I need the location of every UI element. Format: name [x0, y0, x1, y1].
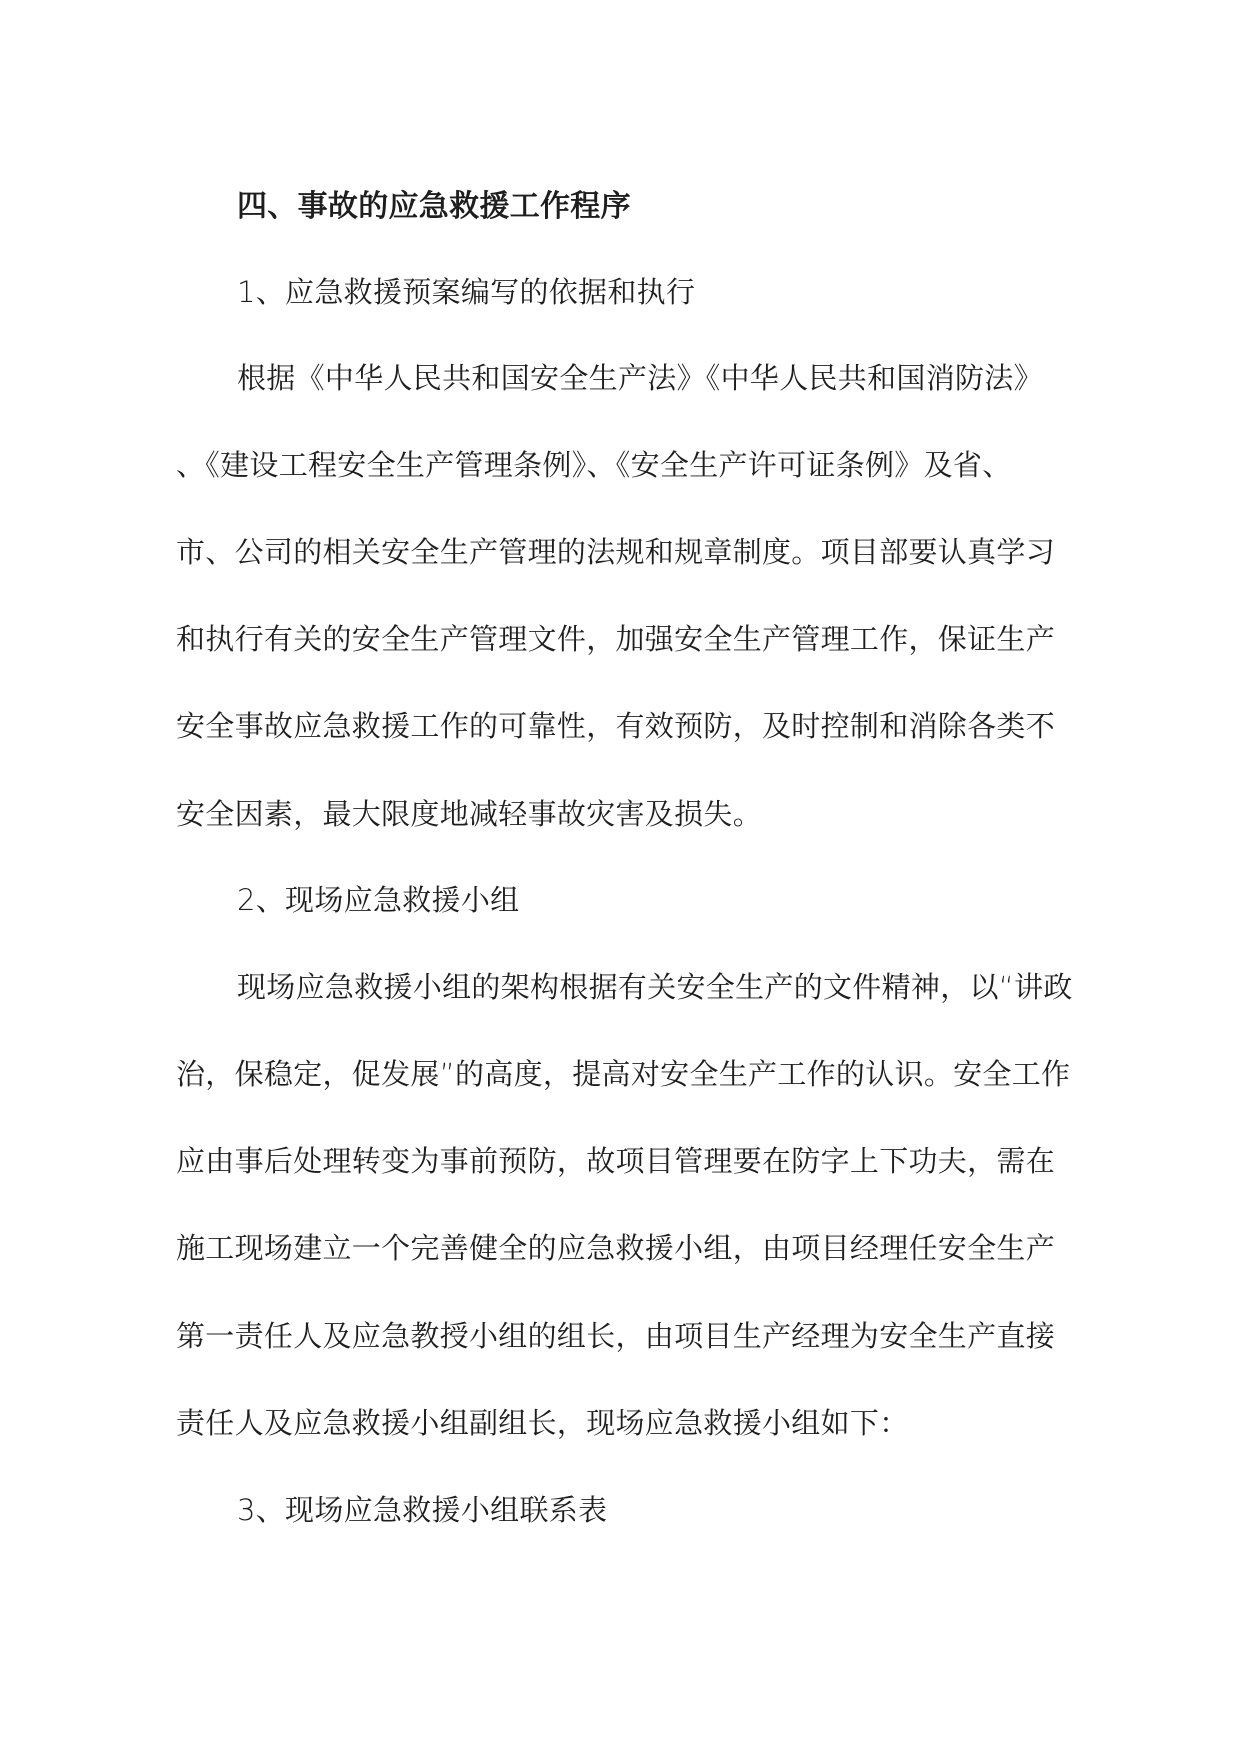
- paragraph-line: 和执行有关的安全生产管理文件，加强安全生产管理工作，保证生产: [176, 622, 1056, 656]
- paragraph-line: 应由事后处理转变为事前预防，故项目管理要在防字上下功夫，需在: [176, 1144, 1056, 1178]
- paragraph-line: 第一责任人及应急教授小组的组长，由项目生产经理为安全生产直接: [176, 1319, 1056, 1353]
- paragraph-line: 、《建设工程安全生产管理条例》、《安全生产许可证条例》及省、: [176, 448, 1012, 482]
- paragraph-line: 根据《中华人民共和国安全生产法》《中华人民共和国消防法》: [237, 361, 1043, 395]
- paragraph-line: 责任人及应急救援小组副组长，现场应急救援小组如下：: [176, 1406, 909, 1440]
- section1-title: 1、应急救援预案编写的依据和执行: [237, 275, 696, 309]
- paragraph-line: 现场应急救援小组的架构根据有关安全生产的文件精神，以“讲政: [237, 970, 1073, 1004]
- section3-title: 3、现场应急救援小组联系表: [237, 1493, 608, 1527]
- paragraph-line: 施工现场建立一个完善健全的应急救援小组，由项目经理任安全生产: [176, 1231, 1056, 1265]
- section2-title: 2、现场应急救援小组: [237, 883, 520, 917]
- paragraph-line: 安全因素，最大限度地减轻事故灾害及损失。: [176, 797, 763, 831]
- section-heading: 四、事故的应急救援工作程序: [237, 189, 631, 224]
- paragraph-line: 治，保稳定，促发展”的高度，提高对安全生产工作的认识。安全工作: [176, 1057, 1071, 1091]
- paragraph-line: 安全事故应急救援工作的可靠性，有效预防，及时控制和消除各类不: [176, 709, 1056, 743]
- paragraph-line: 市、公司的相关安全生产管理的法规和规章制度。项目部要认真学习: [176, 535, 1056, 569]
